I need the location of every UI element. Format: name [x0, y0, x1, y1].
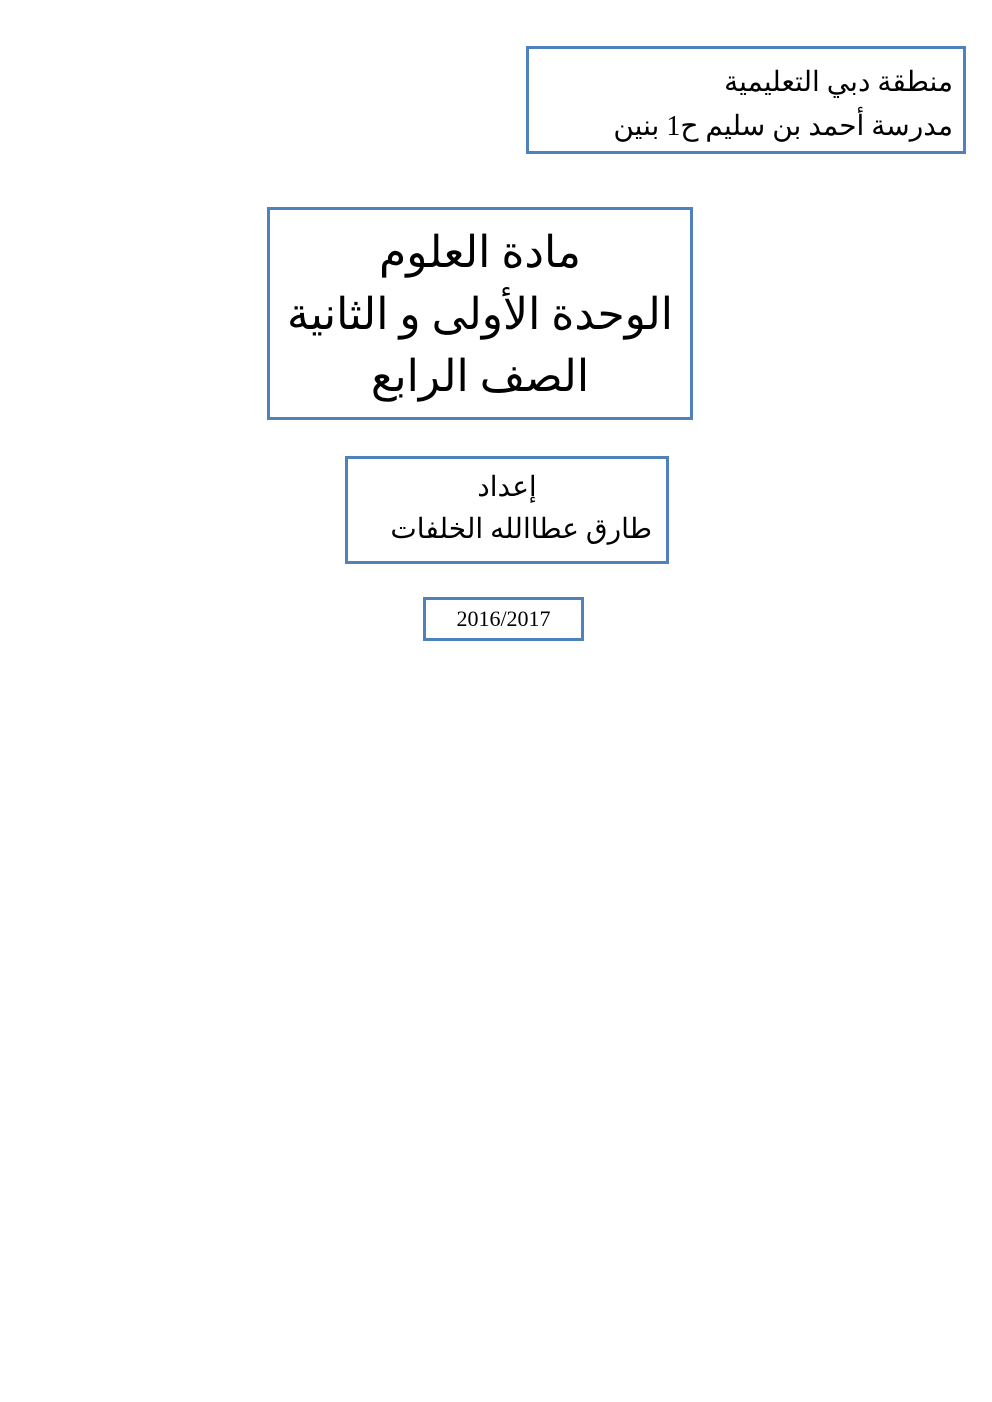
author-name: طارق عطاالله الخلفات — [390, 514, 652, 545]
author-box — [345, 456, 669, 564]
subject-title: مادة العلوم — [378, 228, 582, 277]
units-title: الوحدة الأولى و الثانية — [286, 290, 674, 339]
prepared-by-label: إعداد — [477, 472, 537, 503]
education-region-text: منطقة دبي التعليمية — [724, 67, 953, 98]
school-name-text: مدرسة أحمد بن سليم ح1 بنين — [613, 111, 953, 142]
grade-title: الصف الرابع — [370, 352, 590, 401]
academic-year-box — [423, 597, 584, 641]
school-header-box — [526, 46, 966, 154]
title-box — [267, 207, 693, 420]
academic-year-text: 2016/2017 — [456, 606, 551, 631]
